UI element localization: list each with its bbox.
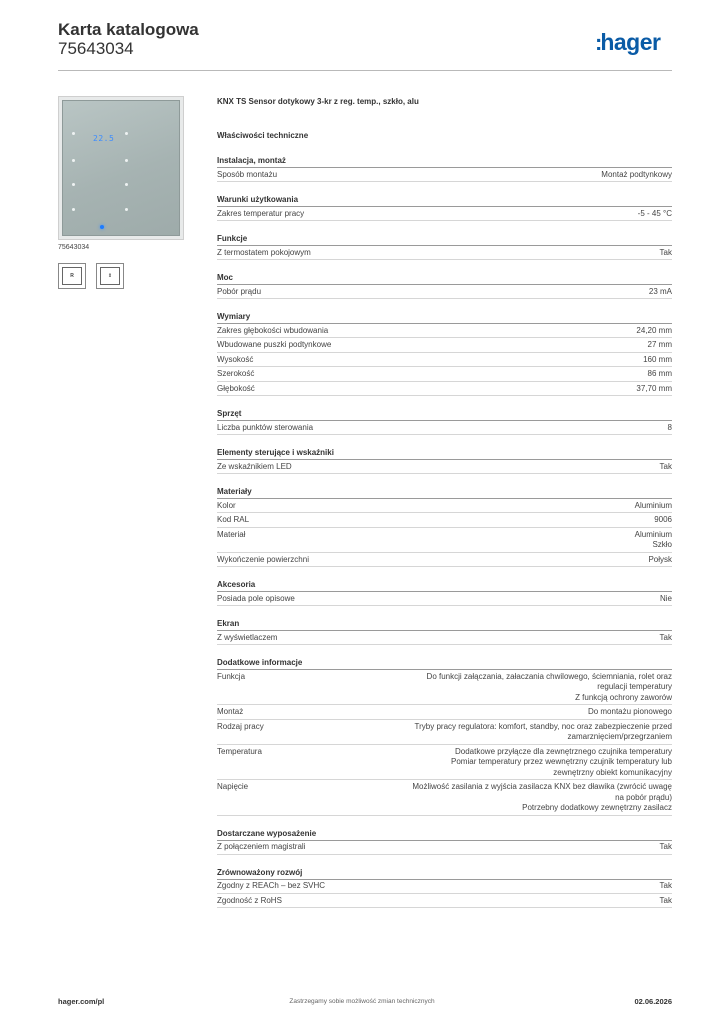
spec-value <box>660 881 672 892</box>
spec-value-line: 9006 <box>654 515 672 524</box>
spec-label: Posiada pole opisowe <box>217 593 295 603</box>
spec-value <box>638 209 672 220</box>
row-divider <box>217 366 672 367</box>
spec-value-line: Do montażu pionowego <box>587 707 672 716</box>
spec-value <box>412 782 672 814</box>
temperature-display: 22.5 <box>93 134 115 143</box>
spec-value <box>649 287 672 298</box>
logo-text: hager <box>600 29 661 55</box>
section-title: Elementy sterujące i wskaźniki <box>217 448 334 457</box>
spec-label: Ze wskaźnikiem LED <box>217 461 292 471</box>
spec-label: Temperatura <box>217 746 262 756</box>
spec-label: Z wyświetlaczem <box>217 632 278 642</box>
spec-value <box>636 384 672 395</box>
spec-value-line: -5 - 45 °C <box>637 208 672 218</box>
section-title: Akcesoria <box>217 580 256 589</box>
row-divider <box>217 220 672 221</box>
section-divider <box>217 323 672 324</box>
spec-value-line: zamarznięciem/przegrzaniem <box>567 732 672 741</box>
led-indicator <box>100 225 104 229</box>
row-divider <box>217 744 672 745</box>
spec-value <box>636 326 672 337</box>
spec-label: Zgodny z REACh – bez SVHC <box>217 881 326 890</box>
product-image <box>58 96 184 240</box>
spec-value-line: Tak <box>659 881 672 890</box>
spec-value-line: zewnętrzny obiekt komunikacyjny <box>553 767 672 777</box>
spec-value-line: Aluminium <box>634 529 672 539</box>
header-product-number: 75643034 <box>58 39 134 58</box>
spec-value-line: 23 mA <box>648 286 672 296</box>
row-divider <box>217 298 672 299</box>
section-title: Moc <box>217 273 233 282</box>
section-divider <box>217 420 672 421</box>
spec-value <box>588 707 672 718</box>
touch-point-indicator <box>125 183 128 186</box>
spec-label: Zakres temperatur pracy <box>217 208 305 218</box>
row-divider <box>217 395 672 396</box>
section-divider <box>217 206 672 207</box>
row-divider <box>217 566 672 567</box>
row-divider <box>217 381 672 382</box>
spec-label: Z połączeniem magistrali <box>217 842 306 851</box>
spec-value <box>660 462 672 473</box>
spec-value-line: 160 mm <box>643 354 672 364</box>
spec-value-line: Nie <box>659 593 672 603</box>
touch-point-indicator <box>125 159 128 162</box>
footer-date: 02.06.2026 <box>634 997 672 1006</box>
row-divider <box>217 552 672 553</box>
section-title: Zrównoważony rozwój <box>217 867 303 877</box>
spec-label: Głębokość <box>217 383 255 393</box>
spec-value-line: Pomiar temperatury przez wewnętrzny czujnik temperatury lub <box>451 757 672 766</box>
spec-value-line: Szkło <box>652 540 672 549</box>
touch-point-indicator <box>72 208 75 211</box>
touch-point-indicator <box>72 159 75 162</box>
spec-label: Wbudowane puszki podtynkowe <box>217 340 332 349</box>
section-divider <box>217 591 672 592</box>
spec-value-line: Z funkcją ochrony zaworów <box>575 692 672 702</box>
spec-value-line: Tak <box>659 461 672 471</box>
spec-label: Zgodność z RoHS <box>217 895 282 905</box>
row-divider <box>217 337 672 338</box>
section-title: Dostarczane wyposażenie <box>217 828 317 838</box>
row-divider <box>217 907 672 908</box>
spec-value <box>660 594 672 605</box>
row-divider <box>217 644 672 645</box>
row-divider <box>217 527 672 528</box>
row-divider <box>217 473 672 474</box>
spec-value <box>660 248 672 259</box>
row-divider <box>217 605 672 606</box>
spec-value-line: 86 mm <box>647 369 672 378</box>
row-divider <box>217 352 672 353</box>
spec-label: Liczba punktów sterowania <box>217 422 314 432</box>
touch-point-indicator <box>125 208 128 211</box>
spec-label: Sposób montażu <box>217 169 278 179</box>
section-divider <box>217 498 672 499</box>
touch-point-indicator <box>72 132 75 135</box>
spec-value-line: 8 <box>667 422 672 432</box>
spec-value <box>654 515 672 526</box>
row-divider <box>217 815 672 816</box>
spec-label: Szerokość <box>217 369 255 378</box>
spec-value <box>643 355 672 366</box>
section-title: Warunki użytkowania <box>217 195 299 204</box>
touch-panel-glass <box>62 100 180 236</box>
spec-label: Montaż <box>217 707 244 716</box>
technical-properties-heading: Właściwości techniczne <box>217 131 309 140</box>
section-title: Materiały <box>217 487 252 496</box>
spec-value <box>648 555 672 566</box>
row-divider <box>217 719 672 720</box>
spec-label: Materiał <box>217 529 246 539</box>
row-divider <box>217 434 672 435</box>
rohs-icon <box>96 263 124 289</box>
header-title: Karta katalogowa <box>58 20 199 39</box>
spec-value-line: 24,20 mm <box>636 325 672 335</box>
spec-value <box>648 369 672 380</box>
spec-value-line: na pobór prądu) <box>615 792 672 802</box>
section-title: Dodatkowe informacje <box>217 658 303 667</box>
section-divider <box>217 630 672 631</box>
section-title: Funkcje <box>217 234 248 243</box>
spec-value-line: Tak <box>659 632 672 642</box>
spec-value-line: Do funkcji załączania, załaczania chwilowego, ściemniania, rolet oraz <box>426 671 672 681</box>
spec-label: Wysokość <box>217 354 254 364</box>
row-divider <box>217 779 672 780</box>
section-title: Sprzęt <box>217 409 242 418</box>
spec-value <box>601 170 672 181</box>
spec-value-line: 37,70 mm <box>636 383 672 393</box>
row-divider <box>217 893 672 894</box>
section-divider <box>217 879 672 880</box>
spec-value <box>427 672 672 704</box>
spec-label: Zakres głębokości wbudowania <box>217 325 329 335</box>
spec-value <box>635 501 672 512</box>
reach-icon-symbol: R <box>62 267 82 285</box>
spec-value-line: Tak <box>659 247 672 257</box>
section-title: Wymiary <box>217 312 251 321</box>
spec-value-line: Tryby pracy regulatora: komfort, standby, noc oraz zabezpieczenie przed <box>414 721 672 731</box>
spec-label: Kolor <box>217 500 236 510</box>
product-code-label: 75643034 <box>58 244 90 251</box>
rohs-icon-symbol: ⇕ <box>100 267 120 285</box>
spec-value-line: regulacji temperatury <box>597 682 672 691</box>
spec-label: Kod RAL <box>217 515 250 524</box>
spec-label: Pobór prądu <box>217 286 262 296</box>
spec-value <box>648 340 672 351</box>
spec-value-line: Tak <box>659 842 672 851</box>
touch-point-indicator <box>125 132 128 135</box>
spec-value-line: Montaż podtynkowy <box>601 169 672 179</box>
section-divider <box>217 284 672 285</box>
spec-label: Wykończenie powierzchni <box>217 554 309 564</box>
spec-value <box>635 530 672 551</box>
spec-value <box>415 722 672 743</box>
footer-disclaimer: Zastrzegamy sobie możliwość zmian technicznych <box>289 998 435 1005</box>
row-divider <box>217 704 672 705</box>
section-divider <box>217 167 672 168</box>
hager-logo <box>595 29 660 56</box>
row-divider <box>217 512 672 513</box>
spec-value-line: Możliwość zasilania z wyjścia zasilacza KNX bez dławika (zwrócić uwagę <box>412 782 672 791</box>
section-divider <box>217 669 672 670</box>
section-title: Instalacja, montaż <box>217 156 286 165</box>
spec-label: Funkcja <box>217 671 246 681</box>
product-name: KNX TS Sensor dotykowy 3-kr z reg. temp., szkło, alu <box>217 97 419 106</box>
logo-prefix: : <box>595 30 601 55</box>
reach-icon <box>58 263 86 289</box>
spec-value-line: Potrzebny dodatkowy zewnętrzny zasilacz <box>522 803 672 812</box>
spec-value <box>668 423 672 434</box>
spec-value <box>660 633 672 644</box>
section-divider <box>217 245 672 246</box>
spec-label: Napięcie <box>217 782 249 791</box>
spec-value-line: Dodatkowe przyłącze dla zewnętrznego czujnika temperatury <box>455 746 672 756</box>
spec-value <box>451 747 672 779</box>
row-divider <box>217 854 672 855</box>
spec-value <box>660 896 672 907</box>
row-divider <box>217 181 672 182</box>
spec-label: Z termostatem pokojowym <box>217 247 311 257</box>
footer-website: hager.com/pl <box>58 997 105 1006</box>
spec-value-line: Połysk <box>648 554 672 564</box>
section-divider <box>217 840 672 841</box>
spec-value-line: Tak <box>659 895 672 905</box>
spec-value-line: Aluminium <box>634 500 672 510</box>
spec-label: Rodzaj pracy <box>217 721 264 731</box>
spec-value-line: 27 mm <box>647 340 672 349</box>
touch-point-indicator <box>72 183 75 186</box>
row-divider <box>217 259 672 260</box>
section-title: Ekran <box>217 619 240 628</box>
header-divider <box>58 70 672 71</box>
spec-value <box>660 842 672 853</box>
section-divider <box>217 459 672 460</box>
